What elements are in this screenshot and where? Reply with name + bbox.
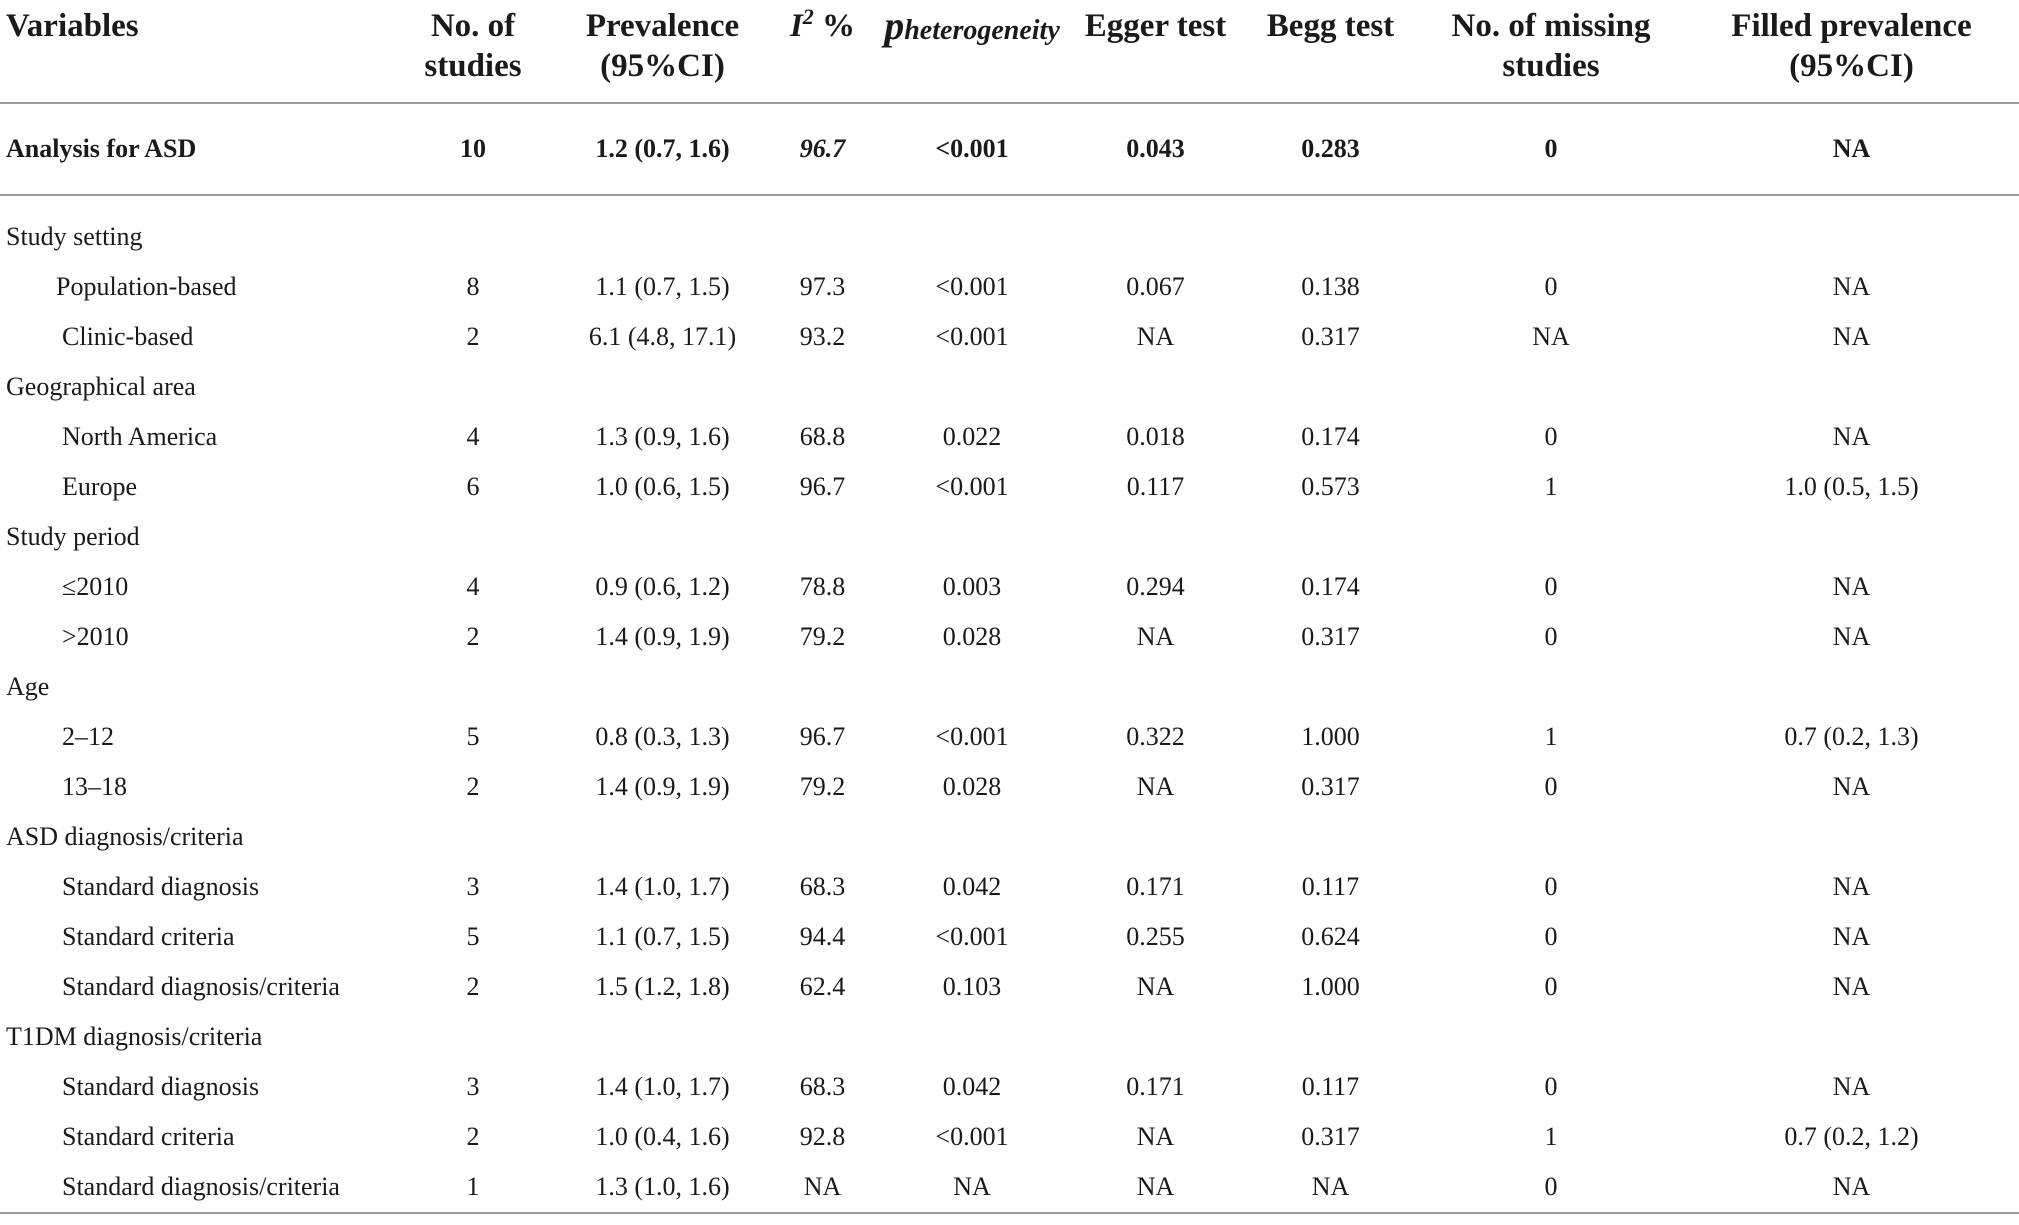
- table-row: [0, 1162, 2019, 1213]
- empty-cell: [390, 362, 556, 412]
- cell-egger: NA: [1136, 322, 1175, 351]
- cell-filled: NA: [1832, 572, 1871, 601]
- overall-filled: NA: [1684, 103, 2019, 195]
- overall-i2: 96.7: [769, 103, 876, 195]
- cell-begg: 0.317: [1301, 772, 1360, 801]
- cell-p-het: <0.001: [935, 1122, 1009, 1151]
- cell-studies: 3: [466, 1072, 480, 1101]
- cell-missing: 0: [1544, 972, 1558, 1001]
- cell-egger: 0.322: [1126, 722, 1185, 751]
- cell-begg: 0.624: [1301, 922, 1360, 951]
- cell-missing: 0: [1544, 772, 1558, 801]
- empty-cell: [1418, 362, 1684, 412]
- cell-egger: NA: [1136, 622, 1175, 651]
- cell-egger: 0.255: [1126, 922, 1185, 951]
- cell-begg: 0.117: [1301, 1072, 1360, 1101]
- cell-p-het: <0.001: [935, 922, 1009, 951]
- cell-i2: 94.4: [799, 922, 846, 951]
- empty-cell: [390, 212, 556, 262]
- group-label: ASD diagnosis/criteria: [6, 822, 244, 851]
- table-row: [0, 862, 2019, 912]
- group-label: Study period: [6, 522, 140, 551]
- cell-p-het: <0.001: [935, 722, 1009, 751]
- cell-missing: 0: [1544, 1072, 1558, 1101]
- empty-cell: [1068, 812, 1243, 862]
- empty-cell: [876, 662, 1068, 712]
- group-label: Study setting: [6, 222, 143, 251]
- header-egger: Egger test: [1068, 0, 1243, 103]
- header-studies: No. of studies: [390, 0, 556, 103]
- cell-egger: 0.018: [1126, 422, 1185, 451]
- empty-cell: [876, 1012, 1068, 1062]
- empty-cell: [1068, 212, 1243, 262]
- cell-begg: 0.317: [1301, 322, 1360, 351]
- cell-filled: NA: [1832, 1072, 1871, 1101]
- empty-cell: [390, 1012, 556, 1062]
- cell-studies: 5: [466, 922, 480, 951]
- cell-filled: NA: [1832, 922, 1871, 951]
- row-variable: Clinic-based: [62, 322, 194, 351]
- cell-missing: 0: [1544, 922, 1558, 951]
- empty-cell: [556, 812, 769, 862]
- overall-p-het: <0.001: [876, 103, 1068, 195]
- cell-filled: NA: [1832, 622, 1871, 651]
- empty-cell: [769, 212, 876, 262]
- table-row: [0, 962, 2019, 1012]
- header-row: [0, 0, 2019, 103]
- cell-missing: 1: [1544, 472, 1558, 501]
- cell-missing: 0: [1544, 572, 1558, 601]
- cell-prevalence: 1.3 (0.9, 1.6): [595, 422, 730, 451]
- cell-prevalence: 6.1 (4.8, 17.1): [588, 322, 737, 351]
- empty-cell: [556, 512, 769, 562]
- row-variable: 13–18: [62, 772, 127, 801]
- cell-p-het: <0.001: [935, 322, 1009, 351]
- empty-cell: [876, 812, 1068, 862]
- cell-prevalence: 1.5 (1.2, 1.8): [595, 972, 730, 1001]
- cell-egger: 0.294: [1126, 572, 1185, 601]
- cell-prevalence: 1.1 (0.7, 1.5): [595, 922, 730, 951]
- row-variable: Standard diagnosis/criteria: [0, 1162, 390, 1213]
- spacer-cell: [0, 195, 2019, 212]
- table-row: [0, 312, 2019, 362]
- cell-i2: 97.3: [799, 272, 846, 301]
- cell-i2: 79.2: [799, 772, 846, 801]
- empty-cell: [390, 662, 556, 712]
- empty-cell: [1684, 812, 2019, 862]
- cell-p-het: 0.042: [942, 1072, 1002, 1101]
- cell-prevalence: 1.4 (1.0, 1.7): [595, 872, 730, 901]
- cell-studies: 2: [466, 622, 480, 651]
- cell-studies: 1: [390, 1162, 556, 1213]
- overall-variable: Analysis for ASD: [0, 103, 390, 195]
- row-variable: Standard diagnosis/criteria: [62, 972, 340, 1001]
- empty-cell: [1418, 812, 1684, 862]
- overall-prevalence: 1.2 (0.7, 1.6): [556, 103, 769, 195]
- cell-filled: NA: [1832, 772, 1871, 801]
- table-row: [0, 1062, 2019, 1112]
- row-variable: Standard diagnosis: [62, 1072, 260, 1101]
- empty-cell: [1243, 812, 1418, 862]
- empty-cell: [1068, 662, 1243, 712]
- cell-i2: 96.7: [799, 472, 846, 501]
- cell-p-het: <0.001: [935, 272, 1009, 301]
- spacer-row: [0, 195, 2019, 212]
- empty-cell: [1243, 362, 1418, 412]
- header-prevalence: Prevalence (95%CI): [556, 0, 769, 103]
- cell-egger: NA: [1136, 1122, 1175, 1151]
- empty-cell: [769, 1012, 876, 1062]
- empty-cell: [1418, 212, 1684, 262]
- empty-cell: [1243, 512, 1418, 562]
- header-variables: Variables: [0, 0, 390, 103]
- row-variable: Europe: [62, 472, 138, 501]
- cell-begg: 0.317: [1301, 1122, 1360, 1151]
- cell-studies: 4: [466, 422, 480, 451]
- empty-cell: [1243, 212, 1418, 262]
- cell-prevalence: 1.4 (0.9, 1.9): [595, 622, 730, 651]
- cell-filled: NA: [1832, 322, 1871, 351]
- cell-missing: 0: [1544, 622, 1558, 651]
- cell-studies: 2: [466, 972, 480, 1001]
- empty-cell: [1684, 662, 2019, 712]
- empty-cell: [1684, 512, 2019, 562]
- table-row: [0, 912, 2019, 962]
- cell-prevalence: 0.9 (0.6, 1.2): [595, 572, 730, 601]
- empty-cell: [876, 512, 1068, 562]
- table-row: [0, 462, 2019, 512]
- table-row: [0, 712, 2019, 762]
- cell-filled: NA: [1832, 872, 1871, 901]
- cell-i2: 92.8: [799, 1122, 846, 1151]
- cell-studies: 5: [466, 722, 480, 751]
- row-variable: Population-based: [56, 272, 237, 301]
- empty-cell: [1684, 1012, 2019, 1062]
- cell-i2: 68.3: [799, 872, 846, 901]
- row-variable: North America: [62, 422, 218, 451]
- empty-cell: [556, 212, 769, 262]
- cell-filled: NA: [1832, 422, 1871, 451]
- empty-cell: [1418, 662, 1684, 712]
- cell-p-het: 0.042: [942, 872, 1002, 901]
- group-label: Geographical area: [6, 372, 196, 401]
- group-label: T1DM diagnosis/criteria: [6, 1022, 263, 1051]
- table-body: [0, 103, 2019, 1213]
- cell-studies: 3: [466, 872, 480, 901]
- empty-cell: [1418, 1012, 1684, 1062]
- overall-begg: 0.283: [1243, 103, 1418, 195]
- table-row: [0, 262, 2019, 312]
- header-p-heterogeneity: pheterogeneity: [876, 0, 1068, 103]
- empty-cell: [1684, 212, 2019, 262]
- row-variable: Standard criteria: [62, 1122, 235, 1151]
- group-row: [0, 662, 2019, 712]
- cell-i2: NA: [769, 1162, 876, 1213]
- cell-studies: 6: [466, 472, 480, 501]
- cell-filled: 0.7 (0.2, 1.3): [1784, 722, 1919, 751]
- cell-missing: 0: [1544, 272, 1558, 301]
- row-variable: >2010: [62, 622, 129, 651]
- cell-missing: 0: [1544, 872, 1558, 901]
- table-row: [0, 762, 2019, 812]
- row-variable: Standard criteria: [62, 922, 235, 951]
- cell-prevalence: 1.3 (1.0, 1.6): [556, 1162, 769, 1213]
- overall-missing: 0: [1418, 103, 1684, 195]
- cell-studies: 2: [466, 322, 480, 351]
- cell-begg: 1.000: [1301, 722, 1360, 751]
- cell-prevalence: 1.1 (0.7, 1.5): [595, 272, 730, 301]
- empty-cell: [1243, 1012, 1418, 1062]
- cell-studies: 2: [466, 772, 480, 801]
- cell-missing: NA: [1532, 322, 1570, 351]
- cell-i2: 68.3: [799, 1072, 846, 1101]
- cell-begg: 0.138: [1301, 272, 1360, 301]
- cell-filled: 0.7 (0.2, 1.2): [1784, 1122, 1919, 1151]
- cell-begg: 1.000: [1301, 972, 1360, 1001]
- cell-begg: 0.174: [1301, 572, 1360, 601]
- empty-cell: [1418, 512, 1684, 562]
- cell-missing: 1: [1544, 722, 1558, 751]
- cell-p-het: 0.003: [942, 572, 1002, 601]
- table-header: [0, 0, 2019, 103]
- empty-cell: [556, 1012, 769, 1062]
- empty-cell: [1068, 512, 1243, 562]
- cell-p-het: NA: [876, 1162, 1068, 1213]
- empty-cell: [556, 362, 769, 412]
- row-variable: ≤2010: [62, 572, 129, 601]
- header-filled: Filled prevalence (95%CI): [1684, 0, 2019, 103]
- cell-egger: NA: [1136, 772, 1175, 801]
- cell-p-het: 0.028: [942, 772, 1002, 801]
- cell-prevalence: 1.0 (0.6, 1.5): [595, 472, 730, 501]
- cell-i2: 62.4: [799, 972, 846, 1001]
- empty-cell: [1684, 362, 2019, 412]
- cell-i2: 79.2: [799, 622, 846, 651]
- table-row: [0, 1112, 2019, 1162]
- cell-begg: NA: [1243, 1162, 1418, 1213]
- cell-i2: 78.8: [799, 572, 846, 601]
- cell-prevalence: 0.8 (0.3, 1.3): [595, 722, 730, 751]
- empty-cell: [769, 662, 876, 712]
- cell-egger: 0.171: [1126, 872, 1185, 901]
- cell-p-het: 0.103: [942, 972, 1002, 1001]
- cell-missing: 0: [1544, 422, 1558, 451]
- cell-begg: 0.317: [1301, 622, 1360, 651]
- cell-begg: 0.573: [1301, 472, 1360, 501]
- group-row: [0, 512, 2019, 562]
- group-label: Age: [6, 672, 50, 701]
- cell-p-het: <0.001: [935, 472, 1009, 501]
- table-row: [0, 612, 2019, 662]
- cell-begg: 0.117: [1301, 872, 1360, 901]
- empty-cell: [390, 812, 556, 862]
- cell-egger: 0.117: [1126, 472, 1185, 501]
- row-variable: Standard diagnosis: [62, 872, 260, 901]
- table-row: [0, 562, 2019, 612]
- overall-studies: 10: [390, 103, 556, 195]
- cell-studies: 2: [466, 1122, 480, 1151]
- group-row: [0, 1012, 2019, 1062]
- cell-studies: 4: [466, 572, 480, 601]
- cell-egger: 0.067: [1126, 272, 1185, 301]
- empty-cell: [390, 512, 556, 562]
- overall-egger: 0.043: [1068, 103, 1243, 195]
- cell-i2: 68.8: [799, 422, 846, 451]
- overall-row: [0, 103, 2019, 195]
- cell-missing: 0: [1418, 1162, 1684, 1213]
- cell-filled: NA: [1832, 272, 1871, 301]
- cell-begg: 0.174: [1301, 422, 1360, 451]
- cell-egger: NA: [1136, 972, 1175, 1001]
- cell-i2: 96.7: [799, 722, 846, 751]
- empty-cell: [876, 362, 1068, 412]
- empty-cell: [1243, 662, 1418, 712]
- cell-egger: NA: [1068, 1162, 1243, 1213]
- cell-missing: 1: [1544, 1122, 1558, 1151]
- group-row: [0, 362, 2019, 412]
- header-begg: Begg test: [1243, 0, 1418, 103]
- header-missing: No. of missing studies: [1418, 0, 1684, 103]
- row-variable: 2–12: [62, 722, 114, 751]
- cell-i2: 93.2: [799, 322, 846, 351]
- cell-filled: NA: [1832, 972, 1871, 1001]
- cell-prevalence: 1.4 (0.9, 1.9): [595, 772, 730, 801]
- cell-egger: 0.171: [1126, 1072, 1185, 1101]
- cell-filled: NA: [1684, 1162, 2019, 1213]
- empty-cell: [769, 512, 876, 562]
- empty-cell: [769, 362, 876, 412]
- cell-studies: 8: [466, 272, 480, 301]
- cell-filled: 1.0 (0.5, 1.5): [1784, 472, 1919, 501]
- group-row: [0, 212, 2019, 262]
- cell-p-het: 0.022: [942, 422, 1002, 451]
- empty-cell: [769, 812, 876, 862]
- table-row: [0, 412, 2019, 462]
- empty-cell: [556, 662, 769, 712]
- group-row: [0, 812, 2019, 862]
- cell-p-het: 0.028: [942, 622, 1002, 651]
- cell-prevalence: 1.4 (1.0, 1.7): [595, 1072, 730, 1101]
- header-i2: $I^2$ %: [769, 0, 876, 103]
- cell-prevalence: 1.0 (0.4, 1.6): [595, 1122, 730, 1151]
- empty-cell: [1068, 362, 1243, 412]
- empty-cell: [1068, 1012, 1243, 1062]
- empty-cell: [876, 212, 1068, 262]
